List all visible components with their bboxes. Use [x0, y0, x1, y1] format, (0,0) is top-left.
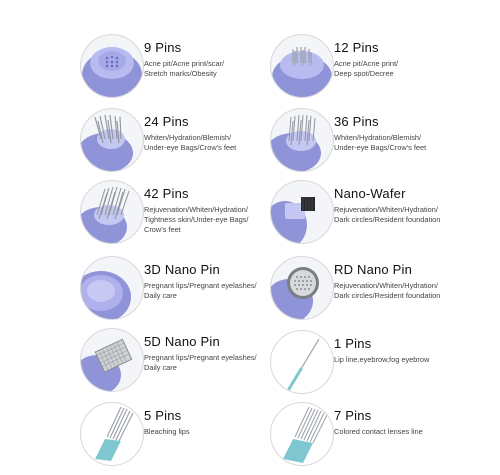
36-pin-needle-cartridge-icon [270, 108, 334, 172]
item-description: Rejuvenation/Whiten/Hydration/ Tightness skin/Under-eye Bags/ Crow's feet [144, 205, 249, 234]
3d-nano-pin-cartridge-icon [80, 256, 144, 320]
item-24-pins [80, 108, 300, 174]
item-description: Lip line,eyebrow,fog eyebrow [334, 355, 430, 364]
item-title: 5D Nano Pin [144, 334, 220, 349]
item-title: RD Nano Pin [334, 262, 413, 277]
item-title: 5 Pins [144, 408, 182, 423]
item-5d-nano-pin [80, 328, 300, 394]
12-pin-needle-cartridge-icon [270, 34, 334, 98]
5-pin-needle-icon [80, 402, 144, 466]
item-5-pins [80, 402, 300, 468]
item-description: Rejuvenation/Whiten/Hydration/ Dark circles/Resident foundation [334, 205, 441, 224]
item-title: Nano-Wafer [334, 186, 406, 201]
item-12-pins [270, 34, 490, 100]
item-description: Bleaching lips [144, 427, 190, 436]
item-description: Acne pit/Acne print/ Deep spot/Decree [334, 59, 399, 78]
item-7-pins [270, 402, 490, 468]
42-pin-needle-cartridge-icon [80, 180, 144, 244]
item-description: Whiten/Hydration/Blemish/ Under-eye Bags/Crow's feet [334, 133, 427, 152]
item-description: Pregnant lips/Pregnant eyelashes/ Daily care [144, 281, 257, 300]
1-pin-needle-icon [270, 330, 334, 394]
item-title: 24 Pins [144, 114, 189, 129]
item-36-pins [270, 108, 490, 174]
item-title: 7 Pins [334, 408, 372, 423]
item-description: Colored contact lenses line [334, 427, 423, 436]
item-3d-nano-pin [80, 256, 300, 322]
item-title: 9 Pins [144, 40, 182, 55]
item-title: 36 Pins [334, 114, 379, 129]
rd-nano-pin-cartridge-icon [270, 256, 334, 320]
7-pin-needle-icon [270, 402, 334, 466]
item-42-pins [80, 180, 300, 246]
item-description: Pregnant lips/Pregnant eyelashes/ Daily care [144, 353, 257, 372]
item-rd-nano-pin [270, 256, 490, 322]
24-pin-needle-cartridge-icon [80, 108, 144, 172]
9-pin-needle-cartridge-icon [80, 34, 144, 98]
item-nano-wafer [270, 180, 490, 246]
item-description: Rejuvenation/Whiten/Hydration/ Dark circles/Resident foundation [334, 281, 441, 300]
item-9-pins [80, 34, 300, 100]
item-1-pins [270, 330, 490, 396]
item-description: Whiten/Hydration/Blemish/ Under-eye Bags/Crow's feet [144, 133, 237, 152]
item-title: 3D Nano Pin [144, 262, 220, 277]
item-title: 1 Pins [334, 336, 372, 351]
5d-nano-pin-cartridge-icon [80, 328, 144, 392]
item-title: 12 Pins [334, 40, 379, 55]
item-title: 42 Pins [144, 186, 189, 201]
item-description: Acne pit/Acne print/scar/ Stretch marks/Obesity [144, 59, 225, 78]
nano-wafer-cartridge-icon [270, 180, 334, 244]
